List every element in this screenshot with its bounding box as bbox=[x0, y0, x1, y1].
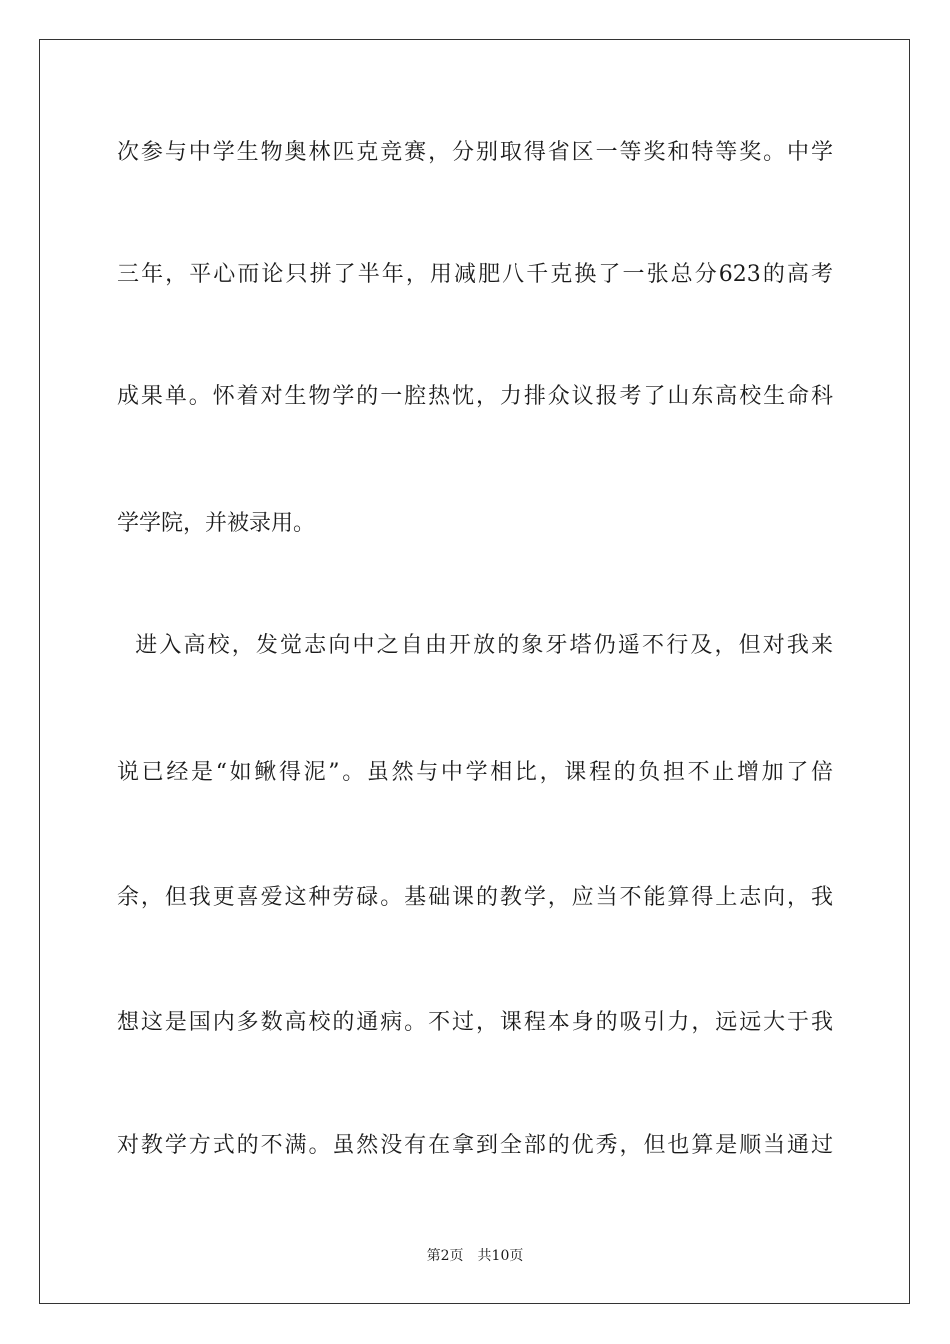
page-border bbox=[39, 39, 910, 1304]
paragraph-line-4: 学学院，并被录用。 bbox=[117, 511, 316, 536]
paragraph-line-5: 进入高校，发觉志向中之自由开放的象牙塔仍遥不行及，但对我来 bbox=[117, 633, 833, 658]
page-total: 共10页 bbox=[477, 1248, 524, 1264]
paragraph-line-1: 次参与中学生物奥林匹克竞赛，分别取得省区一等奖和特等奖。中学 bbox=[117, 140, 833, 165]
paragraph-line-3: 成果单。怀着对生物学的一腔热忱，力排众议报考了山东高校生命科 bbox=[117, 384, 833, 409]
paragraph-line-9: 对教学方式的不满。虽然没有在拿到全部的优秀，但也算是顺当通过 bbox=[117, 1133, 833, 1158]
paragraph-line-7: 余，但我更喜爱这种劳碌。基础课的教学，应当不能算得上志向，我 bbox=[117, 885, 833, 910]
paragraph-line-2: 三年，平心而论只拼了半年，用减肥八千克换了一张总分623的高考 bbox=[117, 262, 833, 287]
page-number: 第2页 bbox=[426, 1248, 464, 1264]
page-footer bbox=[0, 1247, 950, 1265]
paragraph-line-6: 说已经是“如鳅得泥”。虽然与中学相比，课程的负担不止增加了倍 bbox=[117, 760, 833, 785]
paragraph-line-8: 想这是国内多数高校的通病。不过，课程本身的吸引力，远远大于我 bbox=[117, 1010, 833, 1035]
